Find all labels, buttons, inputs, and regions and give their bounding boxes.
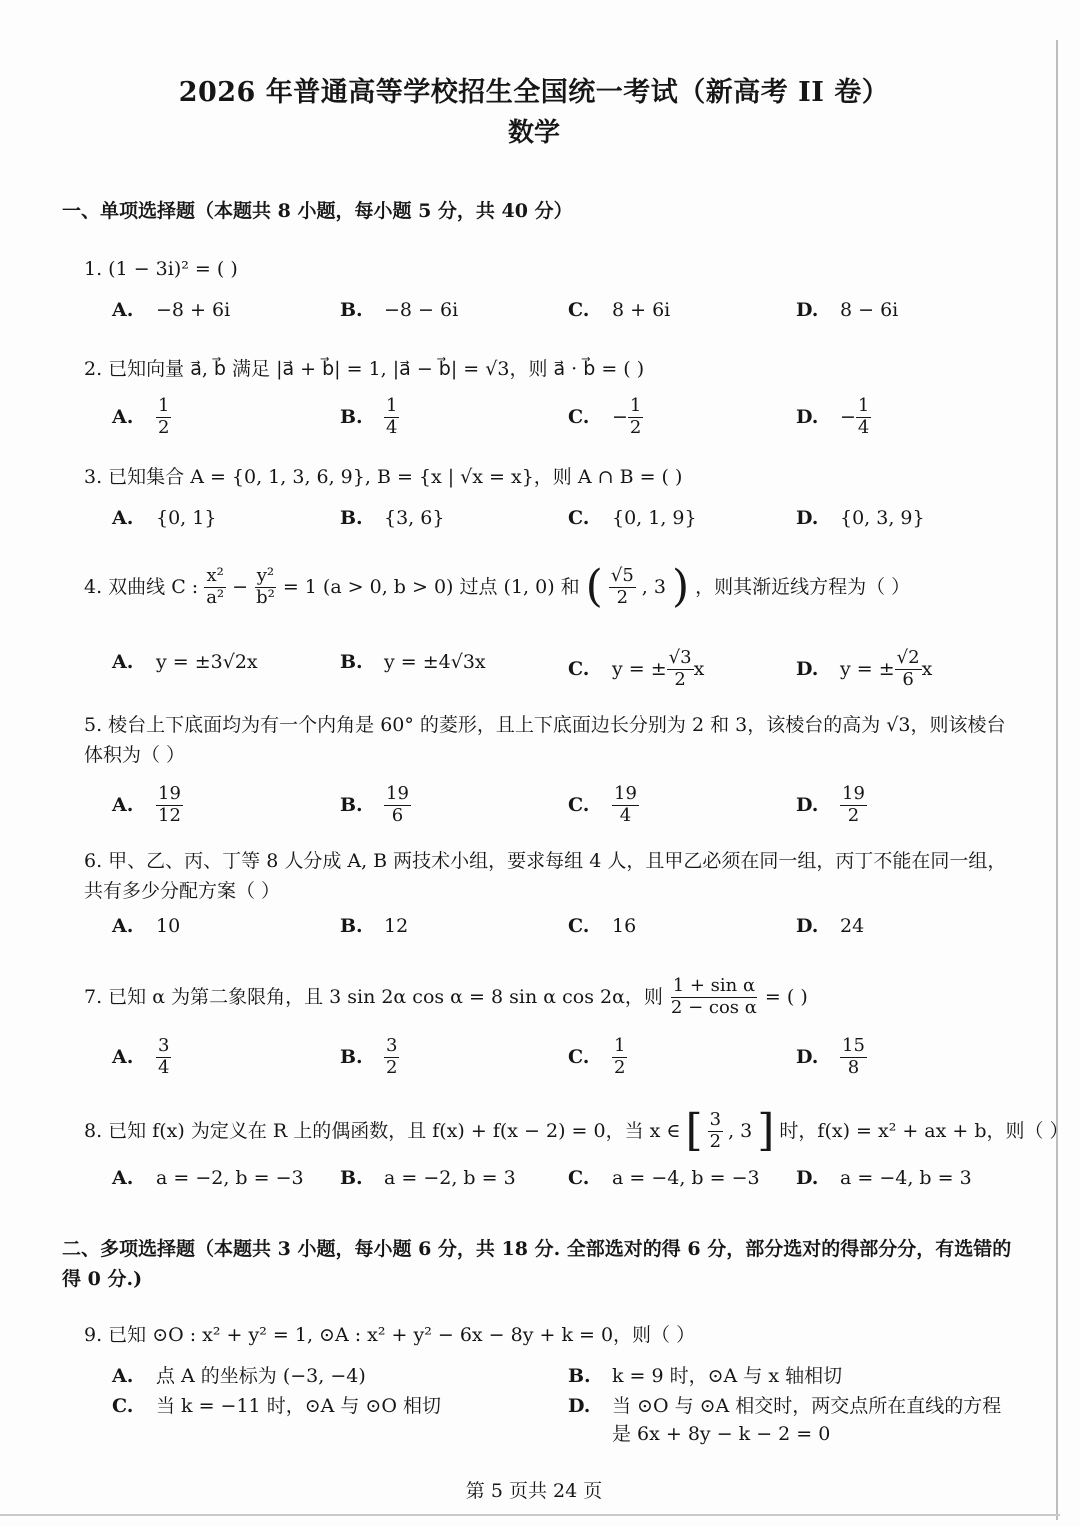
q2-option-d[interactable]: D. − $\frac{1}{4}$ xyxy=(796,395,870,438)
q9-option-c[interactable]: C. 当 k = −11 时，⊙A 与 ⊙O 相切 xyxy=(112,1395,441,1417)
fraction: $\frac{15}{8}$ xyxy=(842,1035,865,1078)
question-4-stem: 4. 双曲线 C : $\frac{\text{x²}}{\text{a²}}$ − $\frac{\text{y²}}{\text{b²}}$ = 1 (a > 0, b > 0) 过点 (1, 0) 和 ( $\frac{√5}{2}$ , 3 ) ，则其渐近线方程为（ ） xyxy=(84,561,911,613)
fraction: $\frac{\text{y²}}{\text{b²}}$ xyxy=(256,565,275,608)
q4-option-b[interactable]: B. y = ±4√3x xyxy=(340,651,486,673)
question-7-stem: 7. 已知 α 为第二象限角，且 3 sin 2α cos α = 8 sin α cos 2α，则 $\frac{\text{1 + sin α}}{\text{2 − cos α}}$ = ( ) xyxy=(84,975,808,1018)
q7-option-a[interactable]: A. $\frac{3}{4}$ xyxy=(112,1035,170,1078)
fraction: $\frac{\text{1 + sin α}}{\text{2 − cos α}}$ xyxy=(670,975,757,1018)
q9-option-b[interactable]: B. k = 9 时，⊙A 与 x 轴相切 xyxy=(568,1365,843,1387)
q8-option-b[interactable]: B. a = −2, b = 3 xyxy=(340,1167,516,1189)
q9-option-a[interactable]: A. 点 A 的坐标为 (−3, −4) xyxy=(112,1365,366,1387)
fraction: $\frac{1}{2}$ xyxy=(614,1035,626,1078)
fraction: $\frac{19}{4}$ xyxy=(614,783,637,826)
q2-option-b[interactable]: B. $\frac{1}{4}$ xyxy=(340,395,398,438)
q8-option-c[interactable]: C. a = −4, b = −3 xyxy=(568,1167,760,1189)
question-1-stem: 1. (1 − 3i)² = ( ) xyxy=(84,258,238,280)
fraction: $\frac{3}{2}$ xyxy=(386,1035,398,1078)
q9-option-d[interactable]: D. 当 ⊙O 与 ⊙A 相交时，两交点所在直线的方程是 6x + 8y − k − 2 = 0 xyxy=(568,1395,1002,1445)
q2-option-c[interactable]: C. − $\frac{1}{2}$ xyxy=(568,395,642,438)
q4-option-d[interactable]: D. y = ± $\frac{√2}{6}$ x xyxy=(796,647,933,690)
q3-option-c[interactable]: C. {0, 1, 9} xyxy=(568,507,697,529)
q3-option-b[interactable]: B. {3, 6} xyxy=(340,507,445,529)
q4-option-a[interactable]: A. y = ±3√2x xyxy=(112,651,258,673)
fraction: $\frac{19}{12}$ xyxy=(158,783,181,826)
fraction: $\frac{√2}{6}$ xyxy=(896,647,920,690)
q7-option-b[interactable]: B. $\frac{3}{2}$ xyxy=(340,1035,398,1078)
question-5-stem: 5. 棱台上下底面均为有一个内角是 60° 的菱形，且上下底面边长分别为 2 和 3，该棱台的高为 √3，则该棱台体积为（ ） xyxy=(84,714,1006,766)
q3-option-a[interactable]: A. {0, 1} xyxy=(112,507,217,529)
fraction: $\frac{√5}{2}$ xyxy=(610,565,634,608)
fraction: $\frac{1}{2}$ xyxy=(629,395,642,438)
q2-option-a[interactable]: A. $\frac{1}{2}$ xyxy=(112,395,170,438)
q5-option-b[interactable]: B. $\frac{19}{6}$ xyxy=(340,783,409,826)
q6-option-a[interactable]: A. 10 xyxy=(112,915,181,937)
q6-option-d[interactable]: D. 24 xyxy=(796,915,865,937)
fraction: $\frac{3}{4}$ xyxy=(158,1035,170,1078)
fraction: $\frac{1}{4}$ xyxy=(857,395,870,438)
q7-option-c[interactable]: C. $\frac{1}{2}$ xyxy=(568,1035,626,1078)
fraction: $\frac{19}{2}$ xyxy=(842,783,865,826)
q4-option-c[interactable]: C. y = ± $\frac{√3}{2}$ x xyxy=(568,647,705,690)
question-9-stem: 9. 已知 ⊙O : x² + y² = 1, ⊙A : x² + y² − 6x − 8y + k = 0，则（ ） xyxy=(84,1324,696,1346)
page-number: 第 5 页共 24 页 xyxy=(465,1480,603,1502)
question-2-stem: 2. 已知向量 a⃗, b⃗ 满足 |a⃗ + b⃗| = 1, |a⃗ − b⃗| = √3，则 a⃗ · b⃗ = ( ) xyxy=(84,358,645,380)
q5-option-d[interactable]: D. $\frac{19}{2}$ xyxy=(796,783,865,826)
q8-option-a[interactable]: A. a = −2, b = −3 xyxy=(112,1167,304,1189)
question-8-stem: 8. 已知 f(x) 为定义在 R 上的偶函数，且 f(x) + f(x − 2) = 0，当 x ∈ [ $\frac{3}{2}$ , 3 ] 时，f(x) = x² + ax + b，则（ ） xyxy=(84,1105,1069,1157)
fraction: $\frac{3}{2}$ xyxy=(709,1109,722,1152)
fraction: $\frac{\text{x²}}{\text{a²}}$ xyxy=(206,565,225,608)
q5-option-a[interactable]: A. $\frac{19}{12}$ xyxy=(112,783,181,826)
q1-option-c[interactable]: C. 8 + 6i xyxy=(568,299,671,321)
q1-option-d[interactable]: D. 8 − 6i xyxy=(796,299,899,321)
q1-option-b[interactable]: B. −8 − 6i xyxy=(340,299,459,321)
fraction: $\frac{1}{2}$ xyxy=(158,395,170,438)
fraction: $\frac{19}{6}$ xyxy=(386,783,409,826)
q7-option-d[interactable]: D. $\frac{15}{8}$ xyxy=(796,1035,865,1078)
section-two-heading: 二、多项选择题（本题共 3 小题，每小题 6 分，共 18 分. 全部选对的得 6 分，部分选对的得部分分，有选错的得 0 分.) xyxy=(62,1238,1012,1290)
exam-title: 2026 年普通高等学校招生全国统一考试（新高考 II 卷） xyxy=(178,77,890,108)
q1-option-a[interactable]: A. −8 + 6i xyxy=(112,299,231,321)
fraction: $\frac{√3}{2}$ xyxy=(668,647,692,690)
question-3-stem: 3. 已知集合 A = {0, 1, 3, 6, 9}, B = {x | √x = x}，则 A ∩ B = ( ) xyxy=(84,466,683,488)
q6-option-c[interactable]: C. 16 xyxy=(568,915,637,937)
section-one-heading: 一、单项选择题（本题共 8 小题，每小题 5 分，共 40 分） xyxy=(62,200,573,222)
fraction: $\frac{1}{4}$ xyxy=(386,395,398,438)
q3-option-d[interactable]: D. {0, 3, 9} xyxy=(796,507,925,529)
page-bottom-edge xyxy=(0,1514,1060,1516)
question-6-stem: 6. 甲、乙、丙、丁等 8 人分成 A, B 两技术小组，要求每组 4 人，且甲乙必须在同一组，丙丁不能在同一组，共有多少分配方案（ ） xyxy=(84,850,1007,902)
q8-option-d[interactable]: D. a = −4, b = 3 xyxy=(796,1167,972,1189)
q6-option-b[interactable]: B. 12 xyxy=(340,915,409,937)
page-edge xyxy=(1056,40,1058,1520)
subject-title: 数学 xyxy=(507,118,560,148)
q5-option-c[interactable]: C. $\frac{19}{4}$ xyxy=(568,783,637,826)
